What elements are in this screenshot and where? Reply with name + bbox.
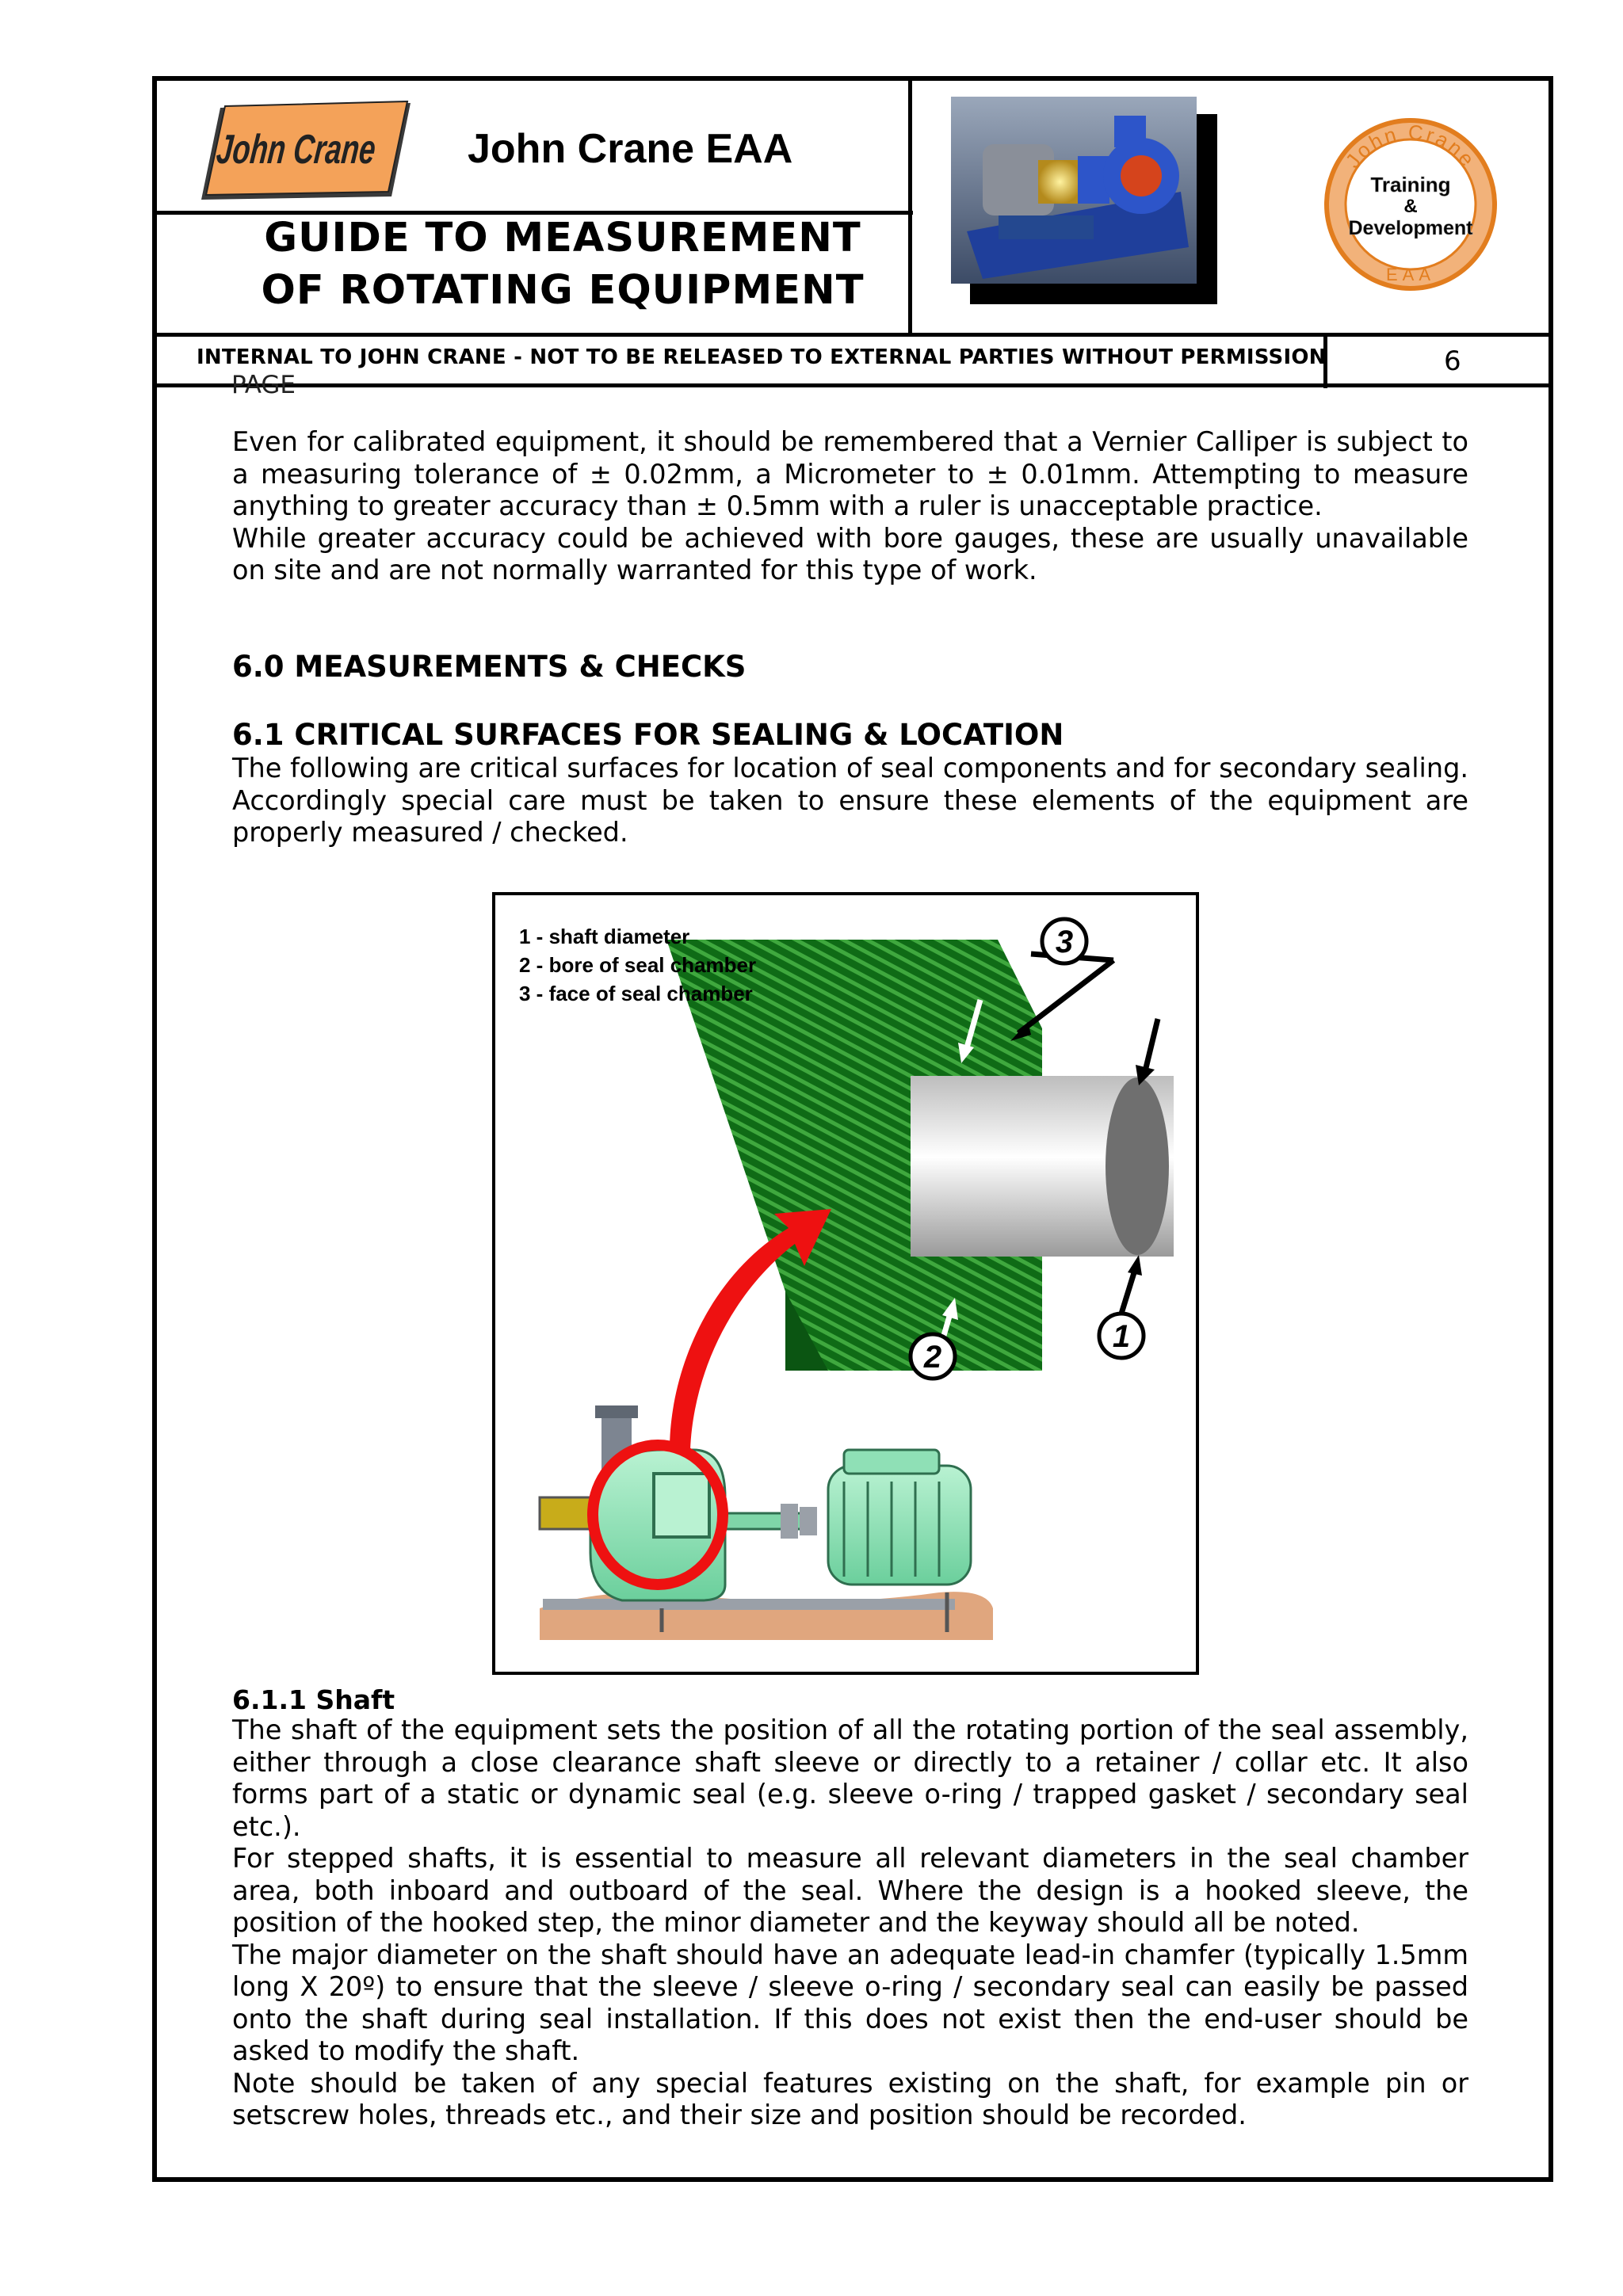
john-crane-logo (200, 101, 446, 200)
svg-text:1: 1 (1112, 1319, 1131, 1354)
company-title: John Crane EAA (468, 126, 793, 172)
seal-chamber-diagram (495, 895, 1202, 1678)
callout-3 (1042, 919, 1086, 963)
callout-2 (911, 1334, 955, 1379)
page-label: PAGE (231, 371, 296, 399)
figure-legend (519, 922, 756, 1008)
svg-text:John Crane: John Crane (214, 127, 446, 173)
callout-1 (1099, 1314, 1144, 1358)
intro-section (232, 426, 1468, 587)
badge-line-2: & (1403, 196, 1418, 217)
shaft-paragraph-1: The shaft of the equipment sets the position of all the rotating portion of the seal assembly, either through a close clearance shaft sleeve or directly to a retainer / collar etc. It also forms part of a static or dynamic seal (e.g. sleeve o-ring / trapped gasket / secondary seal etc.). (232, 1714, 1468, 1842)
pump-photo (951, 97, 1217, 304)
document-title (206, 212, 919, 317)
notice-bottom-rule (152, 383, 1553, 387)
page-number: 6 (1444, 345, 1461, 377)
training-development-badge (1322, 116, 1499, 293)
svg-text:John Crane: John Crane (1340, 120, 1481, 173)
legend-item-2: 2 - bore of seal chamber (519, 953, 757, 977)
internal-notice: INTERNAL TO JOHN CRANE - NOT TO BE RELEASED TO EXTERNAL PARTIES WITHOUT PERMISSION (197, 345, 1327, 369)
legend-item-1: 1 - shaft diameter (519, 925, 690, 948)
badge-line-1: Training (1370, 173, 1451, 196)
svg-text:2: 2 (923, 1340, 942, 1375)
document-title-line-2: OF ROTATING EQUIPMENT (261, 267, 865, 314)
critical-surfaces-figure (492, 892, 1199, 1675)
section-6-1-1-body (232, 1714, 1468, 2132)
shaft-paragraph-2: For stepped shafts, it is essential to measure all relevant diameters in the seal chamber area, both inboard and outboard of the seal. Where the design is a hooked sleeve, the position of the hooked step, the minor diameter and the keyway should all be noted. (232, 1843, 1468, 1938)
shaft-paragraph-3: The major diameter on the shaft should have an adequate lead-in chamfer (typically 1.5mm long X 20º) to ensure that the sleeve / sleeve o-ring / secondary seal can easily be passed onto the shaft during seal installation. If this does not exist then the end-user should be asked to modify the shaft. (232, 1939, 1468, 2066)
shaft-paragraph-4: Note should be taken of any special features existing on the shaft, for example pin or setscrew holes, threads etc., and their size and position should be recorded. (232, 2067, 1468, 2130)
intro-paragraph-1: Even for calibrated equipment, it should be remembered that a Vernier Calliper is subject to a measuring tolerance of ± 0.02mm, a Micrometer to ± 0.01mm. Attempting to measure anything to greater accuracy than ± 0.5mm with a ruler is unacceptable practice. (232, 426, 1468, 521)
section-6-1-1-heading: 6.1.1 Shaft (232, 1684, 395, 1715)
section-6-1-body (232, 753, 1468, 849)
intro-paragraph-2: While greater accuracy could be achieved with bore gauges, these are usually unavailable on site and are not normally warranted for this type of work. (232, 522, 1468, 585)
header-bottom-rule (152, 333, 1553, 337)
section-6-heading: 6.0 MEASUREMENTS & CHECKS (232, 650, 747, 684)
legend-item-3: 3 - face of seal chamber (519, 982, 753, 1005)
document-title-line-1: GUIDE TO MEASUREMENT (264, 215, 861, 261)
section-6-1-heading: 6.1 CRITICAL SURFACES FOR SEALING & LOCATION (232, 718, 1064, 752)
badge-line-3: Development (1348, 217, 1473, 239)
svg-text:3: 3 (1055, 925, 1074, 959)
section-6-1-paragraph: The following are critical surfaces for location of seal components and for secondary sealing. Accordingly special care must be taken to ensure these elements of the equipment are properly measured / checked. (232, 753, 1468, 848)
badge-bottom-text: EAA (1385, 265, 1436, 284)
